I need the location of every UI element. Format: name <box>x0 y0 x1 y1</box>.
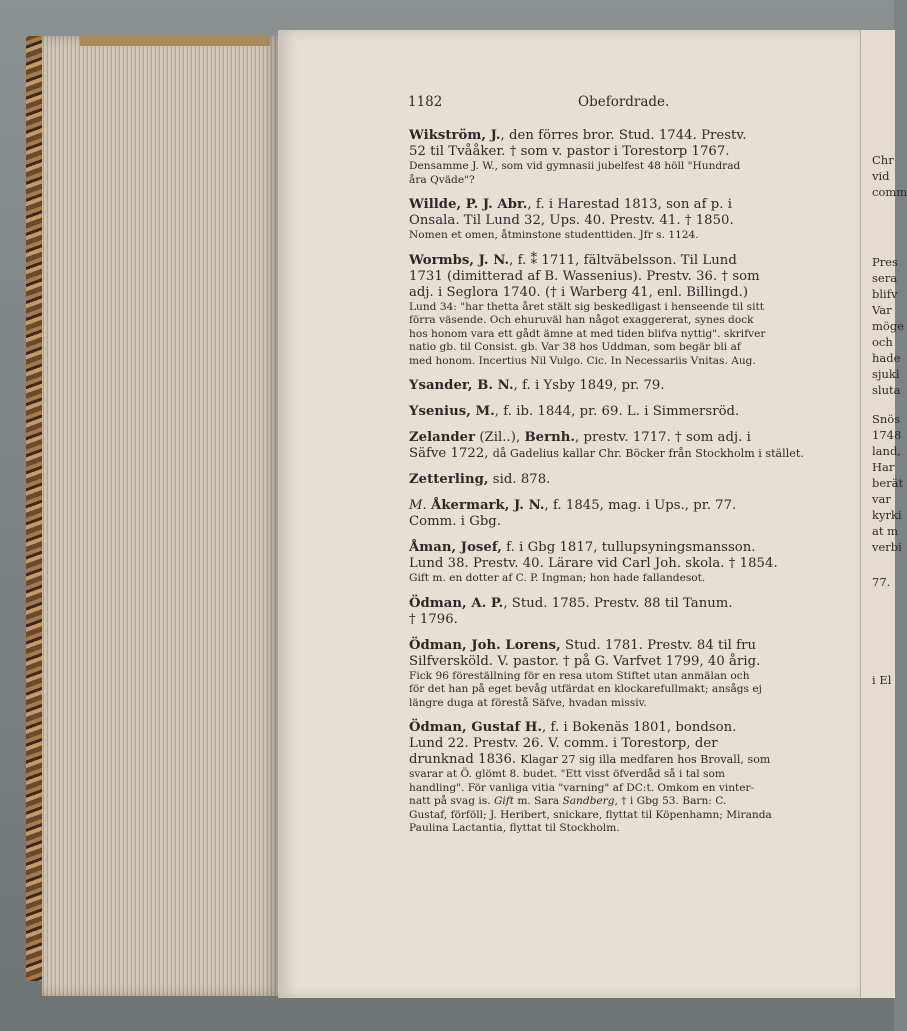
entry-line: Ödman, Gustaf H., f. i Bokenäs 1801, bondson. <box>409 720 737 735</box>
entry-note-line: Nomen et omen, åtminstone studenttiden. Jfr s. 1124. <box>409 229 699 241</box>
facing-page-fragment: Pres <box>872 255 898 269</box>
entry <box>409 253 830 369</box>
facing-page-fragment: at m <box>872 524 899 538</box>
entry <box>409 430 830 462</box>
entry-line: Ysenius, M., f. ib. 1844, pr. 69. L. i Simmersröd. <box>409 404 740 419</box>
entry-note-line: handling". För vanliga vitia "varning" af DC:t. Omkom en vinter- <box>409 781 755 794</box>
facing-page-fragment: comm <box>872 185 907 199</box>
entry-line: Onsala. Til Lund 32, Ups. 40. Prestv. 41. † 1850. <box>409 213 734 228</box>
facing-page-fragment: blifv <box>872 287 898 301</box>
entry-note-line: Gift m. en dotter af C. P. Ingman; hon hade fallandesot. <box>409 572 706 584</box>
facing-page-fragment: verbi <box>872 540 902 554</box>
entry <box>409 472 830 488</box>
entry-line: Lund 22. Prestv. 26. V. comm. i Torestorp, der <box>409 736 718 751</box>
entry-line: Ödman, A. P., Stud. 1785. Prestv. 88 til Tanum. <box>409 595 733 611</box>
entry-line: Zetterling, sid. 878. <box>409 472 551 487</box>
facing-page-fragment: Snös <box>872 412 901 426</box>
entry-line: Åman, Josef, f. i Gbg 1817, tullupsyningsmansson. <box>409 540 756 555</box>
entry <box>409 540 830 586</box>
entry-note-line: Paulina Lactantia, flyttat til Stockholm. <box>409 822 620 834</box>
entry-line: M. Åkermark, J. N., f. 1845, mag. i Ups., pr. 77. <box>409 498 737 513</box>
book-headband <box>80 36 270 46</box>
entry-note-line: svarar at Ö. glömt 8. budet. "Ett visst öfverdåd så i tal som <box>409 768 725 780</box>
entry <box>409 378 830 394</box>
page-number: 1182 <box>408 94 443 110</box>
facing-page-fragment: var <box>872 492 891 506</box>
entry-line: drunknad 1836. Klagar 27 sig illa medfaren hos Brovall, som <box>409 752 771 767</box>
entry-line: 52 til Tvååker. † som v. pastor i Torestorp 1767. <box>409 144 730 159</box>
entry <box>409 128 830 187</box>
facing-page-fragment: kyrki <box>872 508 902 522</box>
entry-line: adj. i Seglora 1740. († i Warberg 41, enl. Billingd.) <box>409 284 749 300</box>
entry-note-line: hos honom vara ett gådt ämne at med tiden blifva nyttig". skrifver <box>409 327 766 340</box>
entry-note-line: Gustaf, förföll; J. Heribert, snickare, flyttat til Köpenhamn; Miranda <box>409 808 772 821</box>
entry-note-line: natt på svag is. Gift m. Sara Sandberg, † i Gbg 53. Barn: C. <box>409 795 727 807</box>
entry <box>409 498 830 530</box>
entry-note-line: Fick 96 föreställning för en resa utom Stiftet utan anmälan och <box>409 669 750 682</box>
entry-line: Wikström, J., den förres bror. Stud. 1744. Prestv. <box>409 128 747 143</box>
facing-page-fragment: Chr <box>872 153 894 167</box>
facing-page-fragment: sjukl <box>872 367 900 381</box>
entry-line: 1731 (dimitterad af B. Wassenius). Prestv. 36. † som <box>409 268 760 284</box>
entry-note-line: längre duga at förestå Säfve, hvadan missiv. <box>409 696 647 709</box>
entry-note-line: förra väsende. Och ehuruväl han något exaggererat, synes dock <box>409 314 754 326</box>
page-title: Obefordrade. <box>578 94 670 110</box>
facing-page-fragment: möge <box>872 319 904 333</box>
entry <box>409 404 830 420</box>
entry-line: Ödman, Joh. Lorens, Stud. 1781. Prestv. 84 til fru <box>409 637 756 653</box>
facing-page-fragment: i El <box>872 673 892 687</box>
facing-page-fragment: vid <box>872 169 890 183</box>
entry <box>409 720 830 836</box>
facing-page-fragment: hade <box>872 351 901 365</box>
entry-note-line: natio gb. til Consist. gb. Var 38 hos Uddman, som begär bli af <box>409 341 741 353</box>
entry-line: Willde, P. J. Abr., f. i Harestad 1813, son af p. i <box>409 197 732 212</box>
facing-page-fragment: 77. <box>872 575 891 589</box>
entry-line: † 1796. <box>409 611 458 627</box>
page-stack-edge <box>42 36 278 996</box>
entry-note-line: med honom. Incertius Nil Vulgo. Cic. In Necessariis Vnitas. Aug. <box>409 354 756 367</box>
entries-text <box>409 128 830 836</box>
facing-page-fragment: sluta <box>872 383 901 397</box>
facing-page-fragment: land, <box>872 444 901 458</box>
facing-page-fragment: 1748 <box>872 428 902 442</box>
entry-line: Säfve 1722, då Gadelius kallar Chr. Böcker från Stockholm i stället. <box>409 446 804 461</box>
facing-page-fragment: och <box>872 335 893 349</box>
entry-line: Zelander (Zil..), Bernh., prestv. 1717. † som adj. i <box>409 430 751 445</box>
entry <box>409 638 830 711</box>
facing-page-fragment: berät <box>872 476 904 490</box>
entry-line: Comm. i Gbg. <box>409 514 502 529</box>
entry-note-line: Densamme J. W., som vid gymnasii jubelfest 48 höll "Hundrad <box>409 160 741 172</box>
entry <box>409 197 830 243</box>
facing-page-fragment: Var <box>872 303 892 317</box>
entry <box>409 596 830 628</box>
facing-page-fragment: sera <box>872 271 898 285</box>
entry-line: Silfversköld. V. pastor. † på G. Varfvet 1799, 40 årig. <box>409 653 761 669</box>
entry-line: Lund 38. Prestv. 40. Lärare vid Carl Joh. skola. † 1854. <box>409 556 778 571</box>
entry-line: Wormbs, J. N., f. ⁑ 1711, fältväbelsson. Til Lund <box>409 252 737 268</box>
facing-page-fragment: Har <box>872 460 895 474</box>
entry-note-line: Lund 34: "har thetta året stält sig beskedligast i henseende til sitt <box>409 300 765 313</box>
entry-note-line: för det han på eget bevåg utfärdat en klockarefullmakt; ansågs ej <box>409 683 762 695</box>
facing-page-edge <box>860 30 907 998</box>
entry-note-line: åra Qväde"? <box>409 173 475 186</box>
entry-line: Ysander, B. N., f. i Ysby 1849, pr. 79. <box>409 378 665 393</box>
